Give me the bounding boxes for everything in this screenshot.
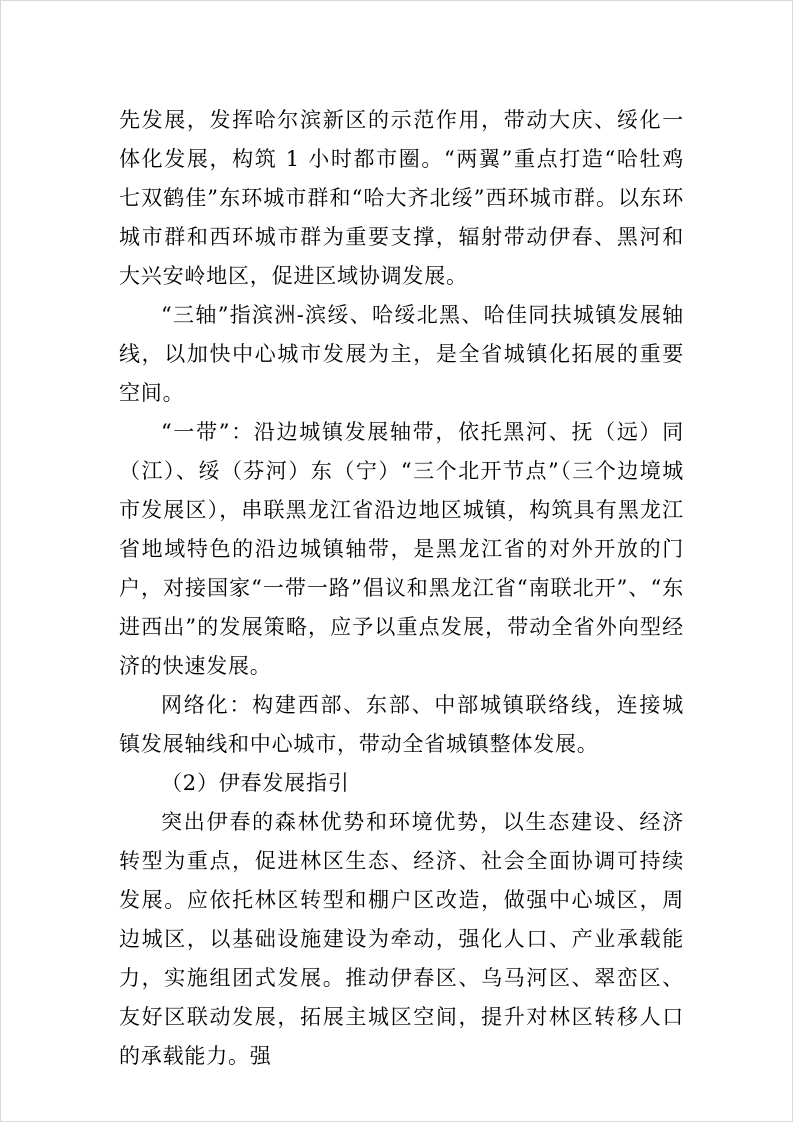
- paragraph-three-axes: “三轴”指滨洲-滨绥、哈绥北黑、哈佳同扶城镇发展轴线，以加快中心城市发展为主，是全省城镇化拓展的重要空间。: [119, 303, 684, 405]
- paragraph-one-belt: “一带”：沿边城镇发展轴带，依托黑河、抚（远）同（江）、绥（芬河）东（宁）“三个北开节点”（三个边境城市发展区），串联黑龙江省沿边地区城镇，构筑具有黑龙江省地域特色的沿边城镇轴带，是黑龙江省的对外开放的门户，对接国家“一带一路”倡议和黑龙江省“南联北开”、“东进西出”的发展策略，应予以重点发展，带动全省外向型经济的快速发展。: [119, 420, 684, 678]
- paragraph-yichun-guidance: 突出伊春的森林优势和环境优势，以生态建设、经济转型为重点，促进林区生态、经济、社会全面协调可持续发展。应依托林区转型和棚户区改造，做强中心城区，周边城区，以基础设施建设为牵动，强化人口、产业承载能力，实施组团式发展。推动伊春区、乌马河区、翠峦区、友好区联动发展，拓展主城区空间，提升对林区转移人口的承载能力。强: [119, 810, 684, 1068]
- document-body: [119, 101, 684, 1076]
- paragraph-network: 网络化：构建西部、东部、中部城镇联络线，连接城镇发展轴线和中心城市，带动全省城镇整体发展。: [119, 693, 684, 756]
- paragraph-continuation: 先发展，发挥哈尔滨新区的示范作用，带动大庆、绥化一体化发展，构筑 1 小时都市圈。“两翼”重点打造“哈牡鸡七双鹤佳”东环城市群和“哈大齐北绥”西环城市群。以东环城市群和西环城市群为重要支撑，辐射带动伊春、黑河和大兴安岭地区，促进区域协调发展。: [119, 108, 684, 288]
- section-heading-yichun: （2）伊春发展指引: [161, 771, 350, 795]
